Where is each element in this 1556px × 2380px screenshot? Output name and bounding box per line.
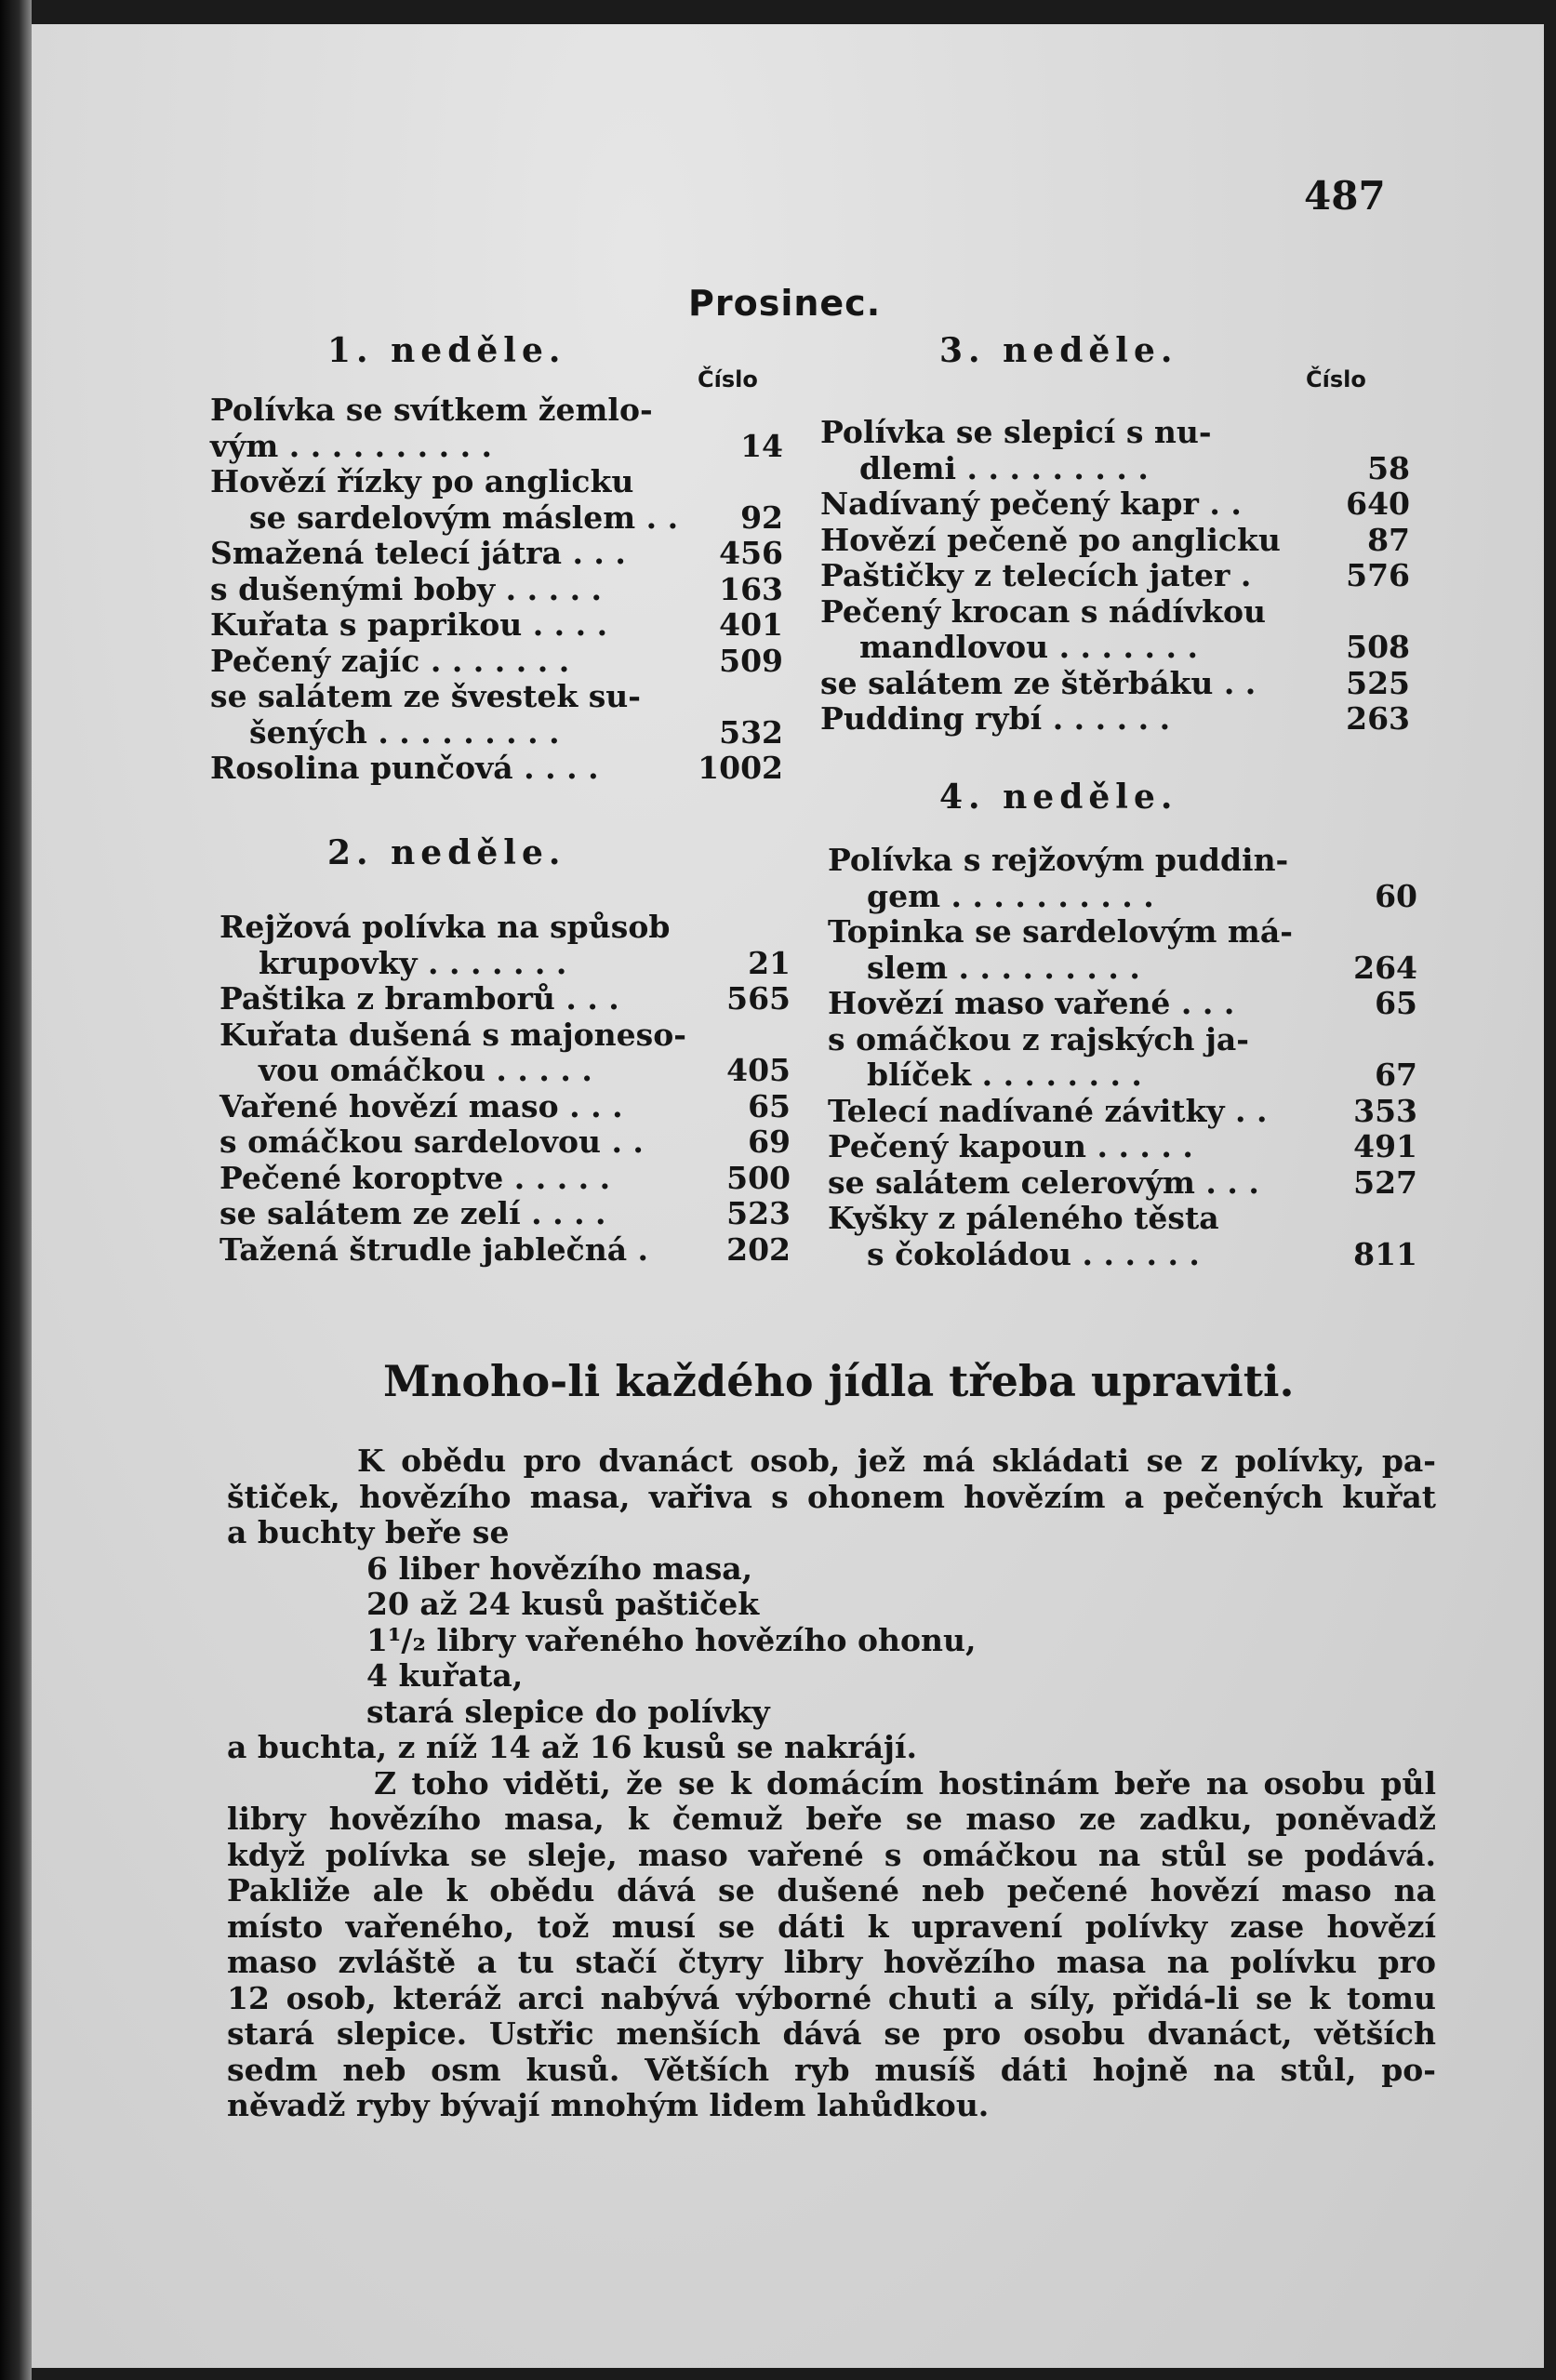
- menu-item-name: šených . . . . . . . . .: [249, 713, 560, 751]
- menu-item-name: Kyšky z páleného těsta: [828, 1200, 1219, 1236]
- menu-item: [828, 951, 1417, 987]
- menu-item-name: Pečený krocan s nádívkou: [820, 592, 1266, 630]
- month-title: Prosinec.: [688, 283, 882, 324]
- menu-item-name: vým . . . . . . . . . .: [210, 427, 493, 464]
- menu-item-name: Vařené hovězí maso . . .: [219, 1087, 623, 1124]
- menu-item-name: Polívka s rejžovým puddin-: [828, 842, 1289, 878]
- menu-week-1: [210, 392, 783, 787]
- menu-item: [828, 1129, 1417, 1165]
- menu-item-number: 532: [719, 713, 783, 751]
- menu-item-number: 92: [740, 499, 783, 536]
- body-line: něvadž ryby bývají mnohým lidem lahůdkou.: [227, 2087, 990, 2123]
- menu-item-name: Tažená štrudle jablečná .: [219, 1230, 649, 1268]
- menu-item-name: Kuřata dušená s majoneso-: [219, 1016, 686, 1053]
- menu-item-number: 69: [748, 1124, 791, 1160]
- menu-item-number: 576: [1346, 557, 1410, 593]
- menu-item-name: s omáčkou z rajských ja-: [828, 1020, 1249, 1057]
- menu-item-name: Pečené koroptve . . . . .: [219, 1159, 611, 1196]
- menu-item-number: 508: [1346, 629, 1410, 665]
- menu-item-number: 401: [719, 606, 783, 643]
- number-column-label-right: Číslo: [1306, 366, 1366, 392]
- menu-item-number: 565: [726, 980, 791, 1017]
- menu-item: [828, 1165, 1417, 1202]
- menu-item-name: Polívka se svítkem žemlo-: [210, 392, 653, 428]
- menu-item-name: se salátem ze švestek su-: [210, 678, 641, 714]
- menu-item-name: se salátem ze štěrbáku . .: [820, 664, 1257, 701]
- menu-item-name: s dušenými boby . . . . .: [210, 570, 603, 607]
- body-line: 12 osob, kteráž arci nabývá výborné chuti a síly, přidá-li se k tomu: [227, 1979, 1436, 2016]
- menu-item-number: 811: [1353, 1235, 1417, 1272]
- menu-item-name: slem . . . . . . . . .: [867, 949, 1140, 986]
- menu-item: [210, 464, 783, 500]
- menu-item-name: vou omáčkou . . . . .: [259, 1052, 592, 1088]
- menu-item: [219, 981, 791, 1017]
- menu-item-number: 405: [726, 1052, 791, 1088]
- menu-item: [219, 1196, 791, 1232]
- body-line: když polívka se sleje, maso vařené s omáčkou na stůl se podává.: [227, 1836, 1436, 1873]
- menu-item-number: 87: [1367, 521, 1410, 558]
- menu-item: [828, 843, 1417, 879]
- menu-item-number: 67: [1375, 1057, 1417, 1093]
- menu-item-name: Paštičky z telecích jater .: [820, 557, 1252, 593]
- menu-item-name: Paštika z bramborů . . .: [219, 980, 619, 1017]
- menu-item-number: 65: [1375, 985, 1417, 1021]
- menu-item: [219, 1232, 791, 1269]
- menu-item-name: se sardelovým máslem . .: [249, 499, 679, 536]
- menu-item: [820, 486, 1410, 523]
- menu-item-number: 263: [1346, 700, 1410, 737]
- quantity-list-item: 1¹/₂ libry vařeného hovězího ohonu,: [366, 1621, 977, 1658]
- menu-item-number: 65: [748, 1087, 791, 1124]
- menu-item-name: mandlovou . . . . . . .: [859, 629, 1198, 665]
- menu-item-name: Kuřata s paprikou . . . .: [210, 606, 608, 643]
- menu-item: [820, 558, 1410, 594]
- week-title-1: 1. neděle.: [327, 331, 566, 370]
- menu-item-number: 500: [726, 1159, 791, 1196]
- page-number: 487: [1304, 173, 1386, 219]
- menu-item: [828, 914, 1417, 951]
- menu-item-name: Pudding rybí . . . . . .: [820, 700, 1171, 737]
- menu-item-name: Smažená telecí játra . . .: [210, 535, 626, 571]
- menu-item-number: 525: [1346, 664, 1410, 701]
- menu-item-number: 21: [748, 944, 791, 981]
- menu-item: [828, 879, 1417, 915]
- menu-item: [219, 1089, 791, 1125]
- menu-item-name: Rejžová polívka na spůsob: [219, 909, 671, 945]
- menu-item: [210, 607, 783, 644]
- quantity-list-item: 20 až 24 kusů paštiček: [366, 1586, 760, 1622]
- menu-item: [820, 701, 1410, 738]
- menu-item: [210, 715, 783, 751]
- body-line: štiček, hovězího masa, vařiva s ohonem hovězím a pečených kuřat: [227, 1478, 1436, 1515]
- menu-item-number: 163: [719, 570, 783, 607]
- menu-item: [210, 751, 783, 787]
- menu-item-number: 527: [1353, 1163, 1417, 1201]
- menu-item: [820, 415, 1410, 451]
- menu-item: [219, 1017, 791, 1054]
- menu-item-name: blíček . . . . . . . .: [867, 1057, 1142, 1093]
- menu-item: [828, 1057, 1417, 1094]
- quantity-list-item: stará slepice do polívky: [366, 1693, 770, 1730]
- menu-item-name: Pečený zajíc . . . . . . .: [210, 642, 570, 679]
- menu-week-4: [828, 843, 1417, 1272]
- menu-item-number: 353: [1353, 1092, 1417, 1129]
- menu-item: [828, 1201, 1417, 1237]
- body-text: [227, 1443, 1436, 2124]
- menu-item: [820, 630, 1410, 666]
- menu-week-2: [219, 910, 791, 1268]
- week-title-2: 2. neděle.: [327, 833, 566, 872]
- book-page: [32, 24, 1544, 2368]
- menu-item-number: 456: [719, 535, 783, 571]
- menu-item-name: Hovězí maso vařené . . .: [828, 985, 1235, 1021]
- menu-item: [820, 451, 1410, 487]
- menu-item: [210, 679, 783, 715]
- menu-item-name: se salátem ze zelí . . . .: [219, 1195, 606, 1231]
- menu-item: [210, 392, 783, 429]
- menu-item: [219, 946, 791, 982]
- body-line: Pakliže ale k obědu dává se dušené neb pečené hovězí maso na: [227, 1872, 1436, 1908]
- menu-item-name: Topinka se sardelovým má-: [828, 913, 1293, 950]
- menu-item-number: 202: [726, 1230, 791, 1268]
- book-spine-edge: [0, 0, 32, 2380]
- menu-item: [210, 644, 783, 680]
- body-line: maso zvláště a tu stačí čtyry libry hovězího masa na polívku pro: [227, 1944, 1436, 1980]
- menu-item: [828, 986, 1417, 1022]
- menu-item-name: Polívka se slepicí s nu-: [820, 414, 1212, 450]
- body-line: a buchta, z níž 14 až 16 kusů se nakrájí.: [227, 1729, 918, 1765]
- menu-item-number: 14: [740, 427, 783, 464]
- menu-item: [219, 1053, 791, 1089]
- menu-item-number: 60: [1375, 877, 1417, 914]
- menu-item: [820, 523, 1410, 559]
- menu-item-name: se salátem celerovým . . .: [828, 1163, 1259, 1201]
- body-line: místo vařeného, tož musí se dáti k upravení polívky zase hovězí: [227, 1908, 1436, 1945]
- menu-item: [828, 1022, 1417, 1058]
- body-line: sedm neb osm kusů. Větších ryb musíš dáti hojně na stůl, po-: [227, 2051, 1436, 2088]
- menu-item-name: krupovky . . . . . . .: [259, 944, 567, 981]
- week-title-4: 4. neděle.: [939, 778, 1178, 817]
- menu-item: [219, 1124, 791, 1161]
- menu-item: [828, 1094, 1417, 1130]
- menu-item-name: s čokoládou . . . . . .: [867, 1235, 1200, 1272]
- menu-item-name: Nadívaný pečený kapr . .: [820, 485, 1242, 522]
- menu-item-number: 1002: [698, 750, 783, 786]
- menu-item: [820, 594, 1410, 631]
- menu-item-number: 264: [1353, 949, 1417, 986]
- menu-item-name: Pečený kapoun . . . . .: [828, 1128, 1193, 1164]
- menu-item: [219, 1161, 791, 1197]
- quantity-list-item: 4 kuřata,: [366, 1657, 524, 1694]
- menu-item-number: 491: [1353, 1128, 1417, 1164]
- menu-item-number: 509: [719, 642, 783, 679]
- menu-item-name: s omáčkou sardelovou . .: [219, 1124, 644, 1160]
- menu-item-name: dlemi . . . . . . . . .: [859, 449, 1149, 486]
- menu-item-name: Rosolina punčová . . . .: [210, 750, 599, 786]
- menu-item: [210, 536, 783, 572]
- menu-item: [210, 429, 783, 465]
- menu-week-3: [820, 415, 1410, 738]
- menu-item-number: 58: [1367, 449, 1410, 486]
- menu-item: [828, 1237, 1417, 1273]
- menu-item-name: Hovězí pečeně po anglicku: [820, 521, 1281, 558]
- week-title-3: 3. neděle.: [939, 331, 1178, 370]
- body-line: Z toho viděti, že se k domácím hostinám beře na osobu půl: [374, 1764, 1436, 1802]
- menu-item: [210, 572, 783, 608]
- number-column-label-left: Číslo: [698, 366, 758, 392]
- section-heading: Mnoho-li každého jídla třeba upraviti.: [383, 1356, 1295, 1406]
- menu-item: [219, 910, 791, 946]
- menu-item-name: Telecí nadívané závitky . .: [828, 1092, 1268, 1129]
- menu-item: [820, 666, 1410, 702]
- body-line: K obědu pro dvanáct osob, jež má skládati se z polívky, pa-: [357, 1443, 1436, 1479]
- menu-item-number: 640: [1346, 485, 1410, 522]
- body-line: libry hovězího masa, k čemuž beře se maso ze zadku, poněvadž: [227, 1801, 1436, 1837]
- quantity-list-item: 6 liber hovězího masa,: [366, 1549, 753, 1587]
- menu-item-number: 523: [726, 1195, 791, 1231]
- body-line: a buchty beře se: [227, 1514, 510, 1550]
- body-line: stará slepice. Ustřic menších dává se pro osobu dvanáct, větších: [227, 2015, 1436, 2052]
- menu-item-name: Hovězí řízky po anglicku: [210, 463, 634, 499]
- menu-item: [210, 500, 783, 537]
- menu-item-name: gem . . . . . . . . . .: [867, 877, 1154, 914]
